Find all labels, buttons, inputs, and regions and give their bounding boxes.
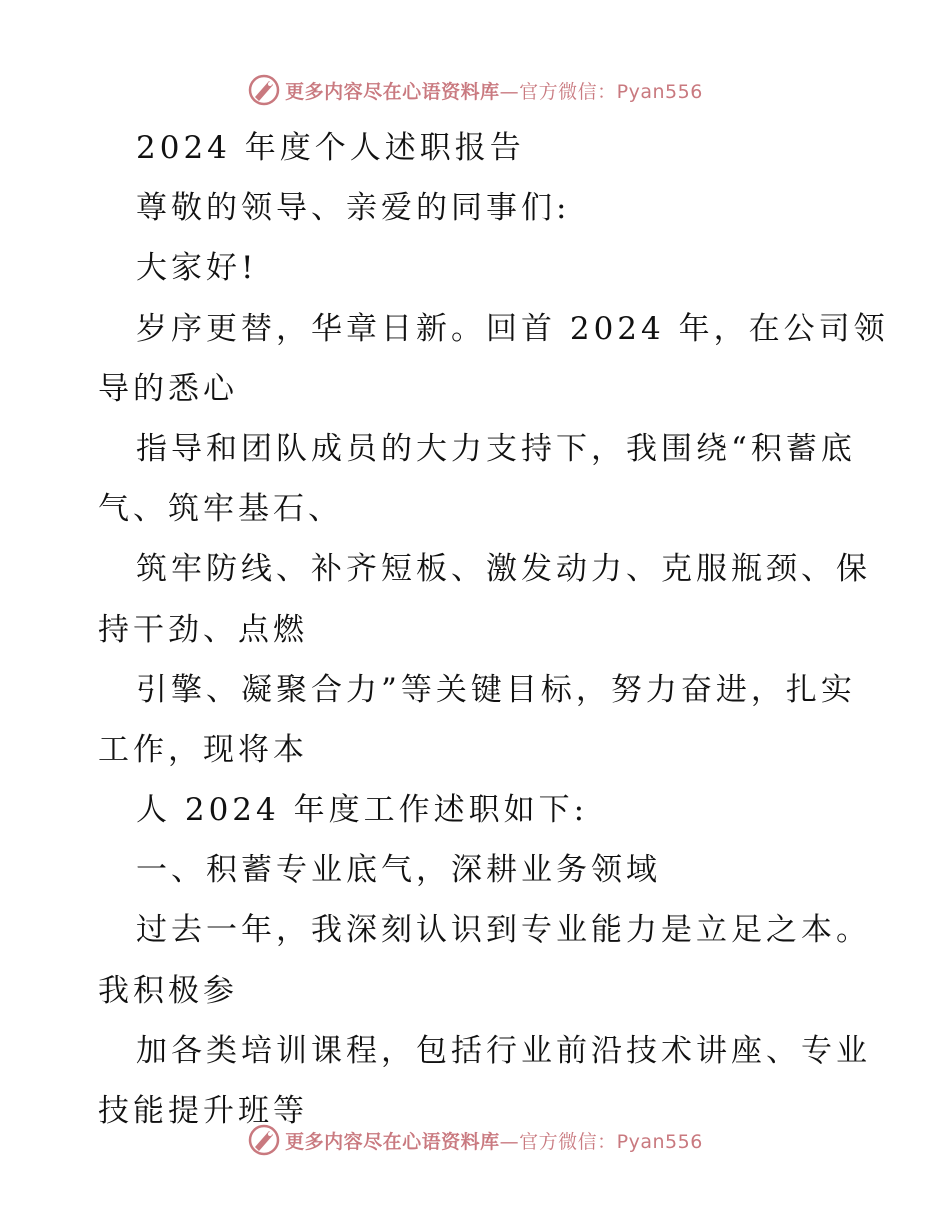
document-line: 引擎、凝聚合力”等关键目标，努力奋进，扎实 (136, 671, 856, 708)
banner-text (285, 1127, 703, 1154)
document-body (98, 118, 889, 1141)
document-line: 人 2024 年度工作述职如下: (136, 792, 589, 829)
document-line: 过去一年，我深刻认识到专业能力是立足之本。 (136, 912, 871, 949)
document-line: 工作，现将本 (98, 731, 308, 768)
document-line: 技能提升班等 (98, 1093, 308, 1129)
header-watermark-banner (0, 70, 950, 110)
document-line: 持干劲、点燃 (98, 611, 308, 648)
document-line: 气、筑牢基石、 (98, 491, 343, 528)
document-line: 导的悉心 (98, 370, 238, 407)
document-line: 岁序更替，华章日新。回首 2024 年，在公司领 (136, 310, 889, 347)
document-line: 尊敬的领导、亲爱的同事们: (136, 190, 571, 227)
footer-watermark-banner (0, 1120, 950, 1160)
banner-dash: — (499, 1130, 520, 1153)
document-line: 筑牢防线、补齐短板、激发动力、克服瓶颈、保 (136, 551, 871, 588)
document-line: 2024 年度个人述职报告 (136, 130, 525, 166)
pen-nib-logo-icon (247, 73, 281, 107)
document-line: 加各类培训课程，包括行业前沿技术讲座、专业 (136, 1032, 871, 1069)
banner-text (285, 77, 703, 104)
banner-dash: — (499, 80, 520, 103)
pen-nib-logo-icon (247, 1123, 281, 1157)
banner-wechat-text: 官方微信：Pyan556 (519, 1130, 703, 1153)
document-line: 大家好! (136, 250, 258, 287)
banner-main-text: 更多内容尽在心语资料库 (285, 1130, 500, 1153)
document-line: 一、积蓄专业底气，深耕业务领域 (136, 852, 661, 889)
document-line: 我积极参 (98, 972, 238, 1009)
banner-main-text: 更多内容尽在心语资料库 (285, 80, 500, 103)
document-line: 指导和团队成员的大力支持下，我围绕“积蓄底 (136, 430, 856, 467)
banner-wechat-text: 官方微信：Pyan556 (519, 80, 703, 103)
